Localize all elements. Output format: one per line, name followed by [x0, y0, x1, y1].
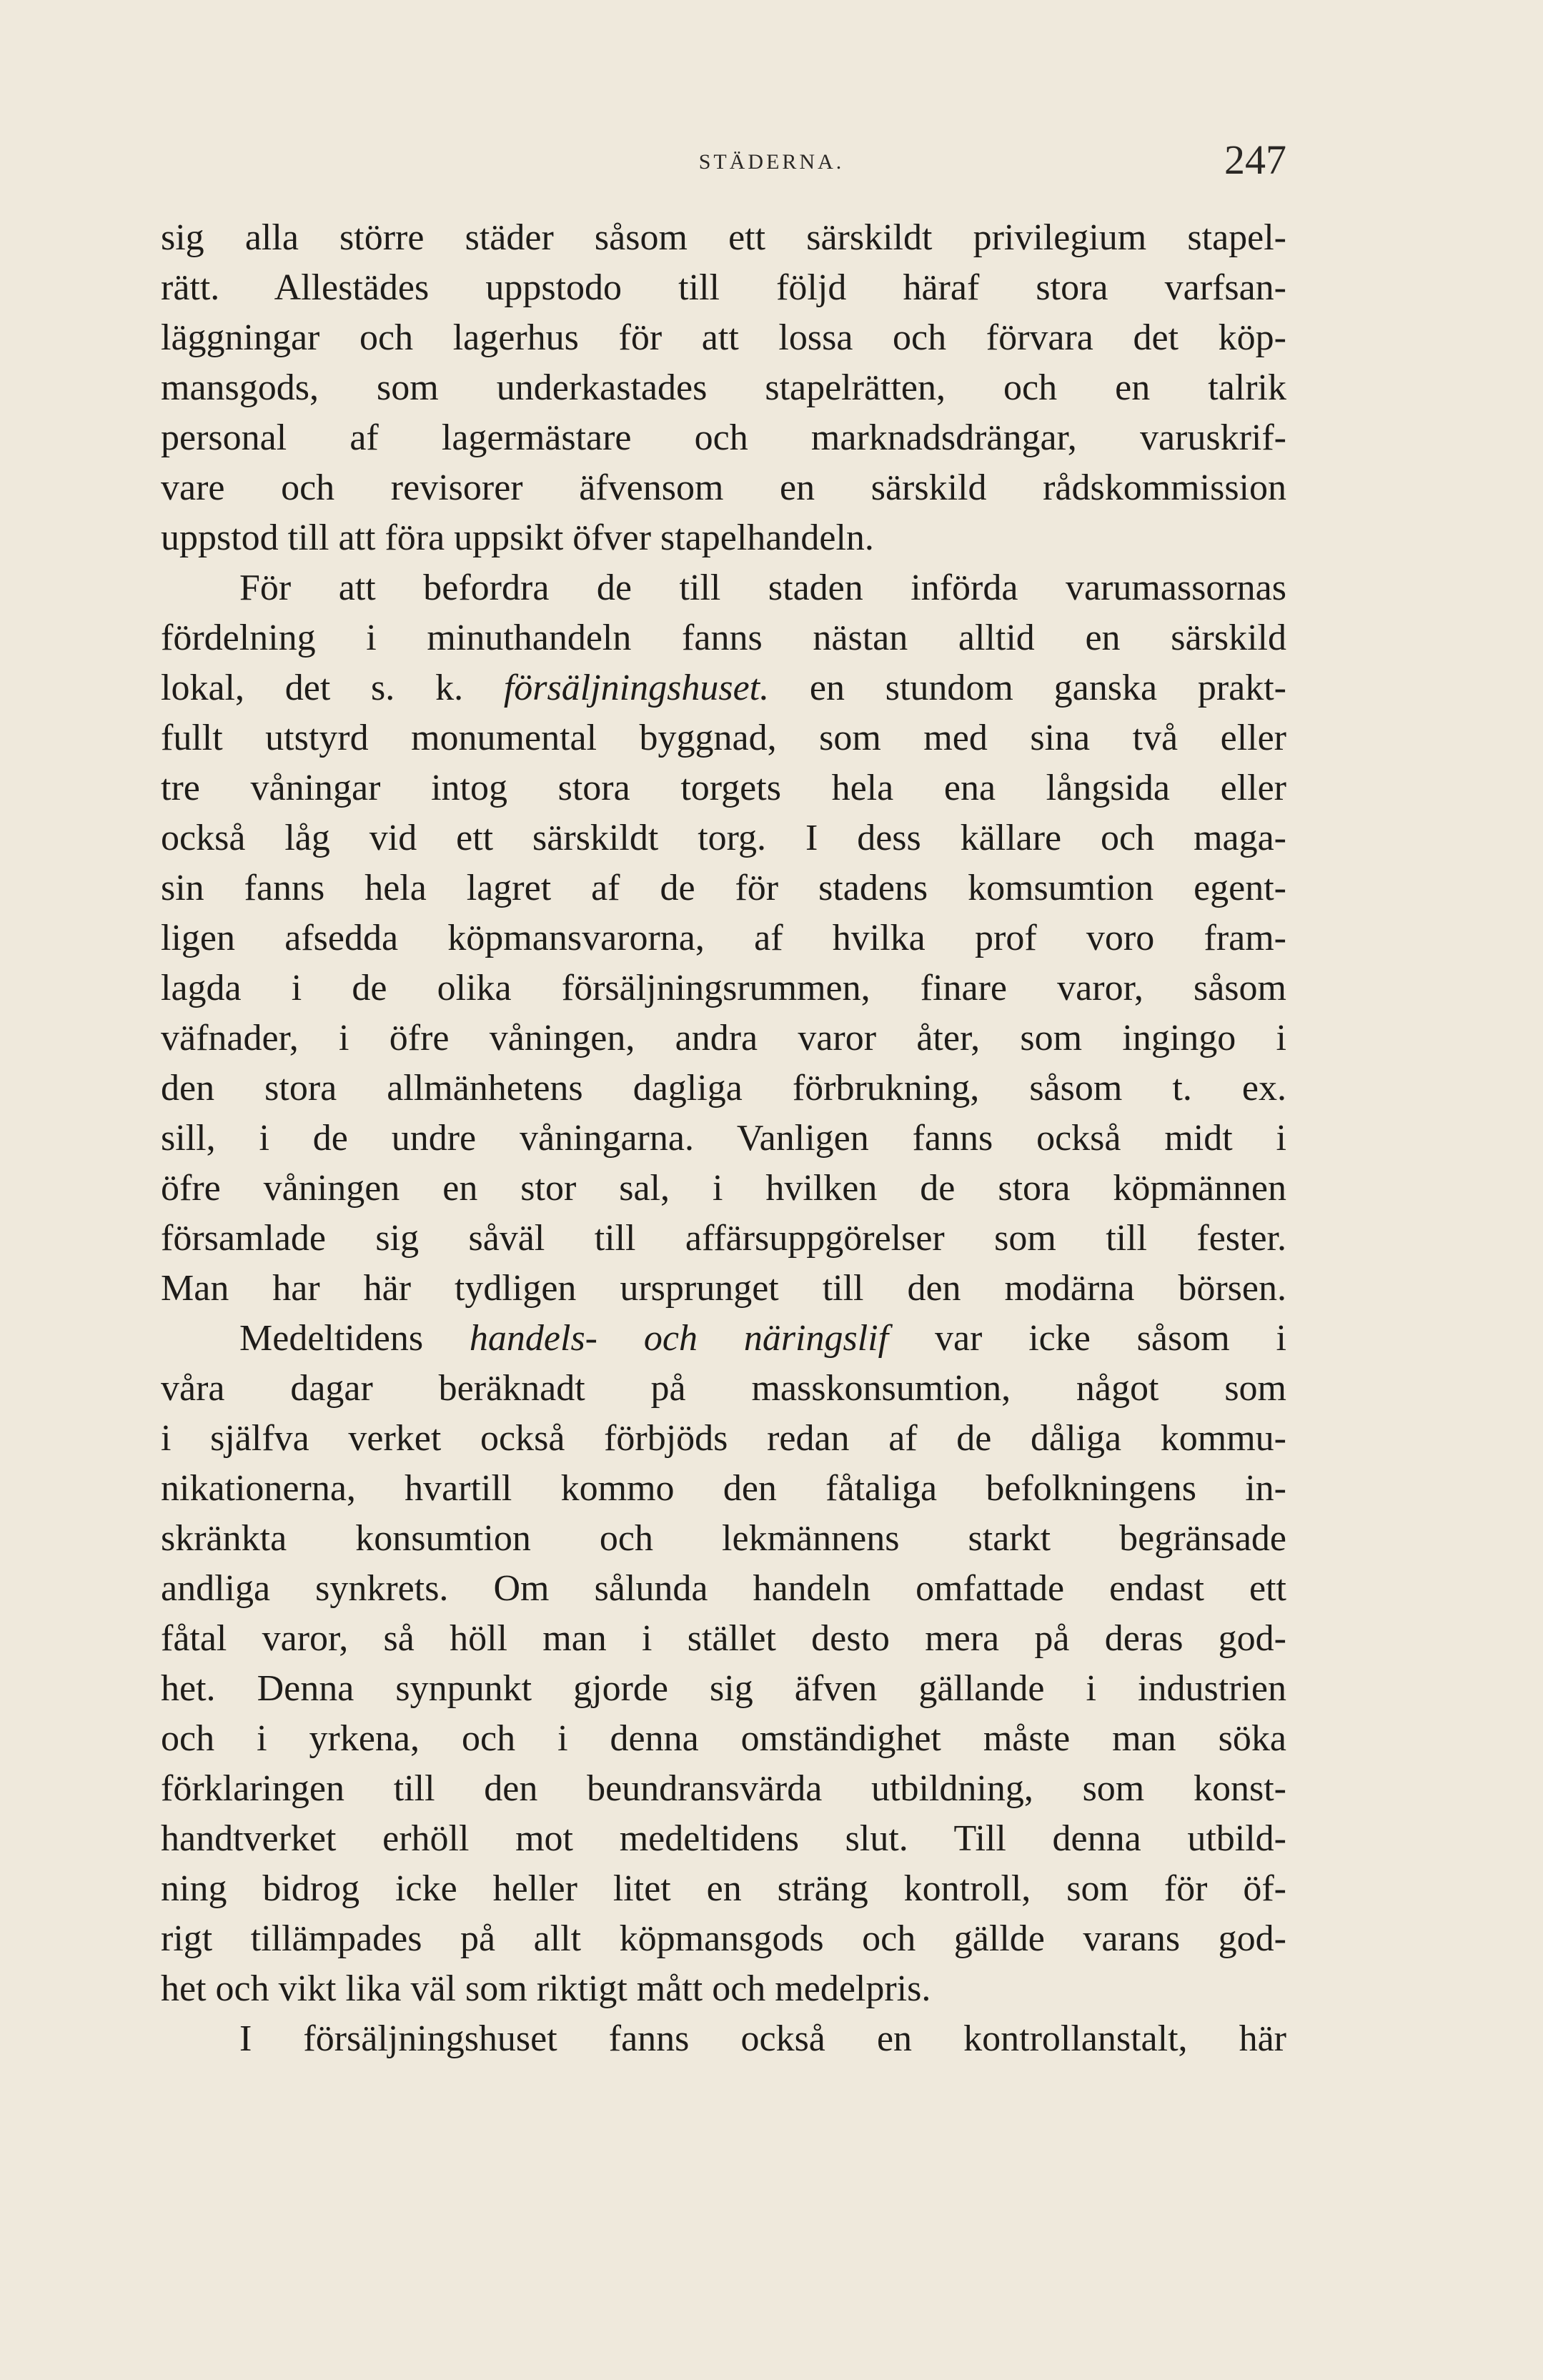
text-line: rigt tillämpades på allt köpmansgods och gällde varans god- [161, 1918, 1286, 1959]
text-line: skränkta konsumtion och lekmännens starkt begränsade [161, 1518, 1286, 1559]
text-line: församlade sig såväl till affärsuppgörelser som till fester. [161, 1218, 1286, 1259]
text-line: andliga synkrets. Om sålunda handeln omfattade endast ett [161, 1568, 1286, 1609]
page-number: 247 [1224, 137, 1286, 183]
text-line: i själfva verket också förbjöds redan af de dåliga kommu- [161, 1418, 1286, 1459]
text-line: nikationerna, hvartill kommo den fåtaliga befolkningens in- [161, 1468, 1286, 1509]
text-line: I försäljningshuset fanns också en kontrollanstalt, här [239, 2018, 1286, 2059]
text-line: vare och revisorer äfvensom en särskild rådskommission [161, 467, 1286, 508]
text-line: våra dagar beräknadt på masskonsumtion, något som [161, 1368, 1286, 1409]
text-line: lagda i de olika försäljningsrummen, finare varor, såsom [161, 968, 1286, 1008]
text-line: fullt utstyrd monumental byggnad, som med sina två eller [161, 718, 1286, 758]
text-line: också låg vid ett särskildt torg. I dess källare och maga- [161, 818, 1286, 858]
text-line: personal af lagermästare och marknadsdrängar, varuskrif- [161, 417, 1286, 458]
running-header [0, 136, 1543, 183]
text-line: förklaringen till den beundransvärda utbildning, som konst- [161, 1768, 1286, 1809]
body-text [161, 213, 1286, 2064]
text-line: Man har här tydligen ursprunget till den modärna börsen. [161, 1268, 1286, 1309]
text-line: sig alla större städer såsom ett särskildt privilegium stapel- [161, 217, 1286, 258]
text-line: ligen afsedda köpmansvarorna, af hvilka prof voro fram- [161, 918, 1286, 958]
text-line: Medeltidens handels- och näringslif var icke såsom i [239, 1318, 1286, 1359]
text-line: lokal, det s. k. försäljningshuset. en stundom ganska prakt- [161, 668, 1286, 708]
text-line: väfnader, i öfre våningen, andra varor åter, som ingingo i [161, 1018, 1286, 1058]
emphasis: handels- och näringslif [469, 1318, 889, 1359]
text-line: rätt. Allestädes uppstodo till följd häraf stora varfsan- [161, 267, 1286, 308]
text-line: mansgods, som underkastades stapelrätten, och en talrik [161, 367, 1286, 408]
text-line: den stora allmänhetens dagliga förbrukning, såsom t. ex. [161, 1068, 1286, 1109]
text-line: ning bidrog icke heller litet en sträng kontroll, som för öf- [161, 1868, 1286, 1909]
text-line: läggningar och lagerhus för att lossa och förvara det köp- [161, 317, 1286, 358]
text-line: sin fanns hela lagret af de för stadens komsumtion egent- [161, 868, 1286, 908]
text-line: het. Denna synpunkt gjorde sig äfven gällande i industrien [161, 1668, 1286, 1709]
text-line: handtverket erhöll mot medeltidens slut. Till denna utbild- [161, 1818, 1286, 1859]
text-line: uppstod till att föra uppsikt öfver stapelhandeln. [161, 517, 874, 558]
text-line: sill, i de undre våningarna. Vanligen fanns också midt i [161, 1118, 1286, 1159]
text-line: het och vikt lika väl som riktigt mått och medelpris. [161, 1968, 931, 2009]
text-line: tre våningar intog stora torgets hela ena långsida eller [161, 768, 1286, 808]
text-line: och i yrkena, och i denna omständighet måste man söka [161, 1718, 1286, 1759]
running-title: STÄDERNA. [698, 150, 845, 174]
text-line: fördelning i minuthandeln fanns nästan alltid en särskild [161, 618, 1286, 658]
text-line: För att befordra de till staden införda varumassornas [239, 567, 1286, 608]
emphasis: försäljningshuset. [503, 668, 770, 708]
text-line: fåtal varor, så höll man i stället desto mera på deras god- [161, 1618, 1286, 1659]
text-line: öfre våningen en stor sal, i hvilken de stora köpmännen [161, 1168, 1286, 1209]
